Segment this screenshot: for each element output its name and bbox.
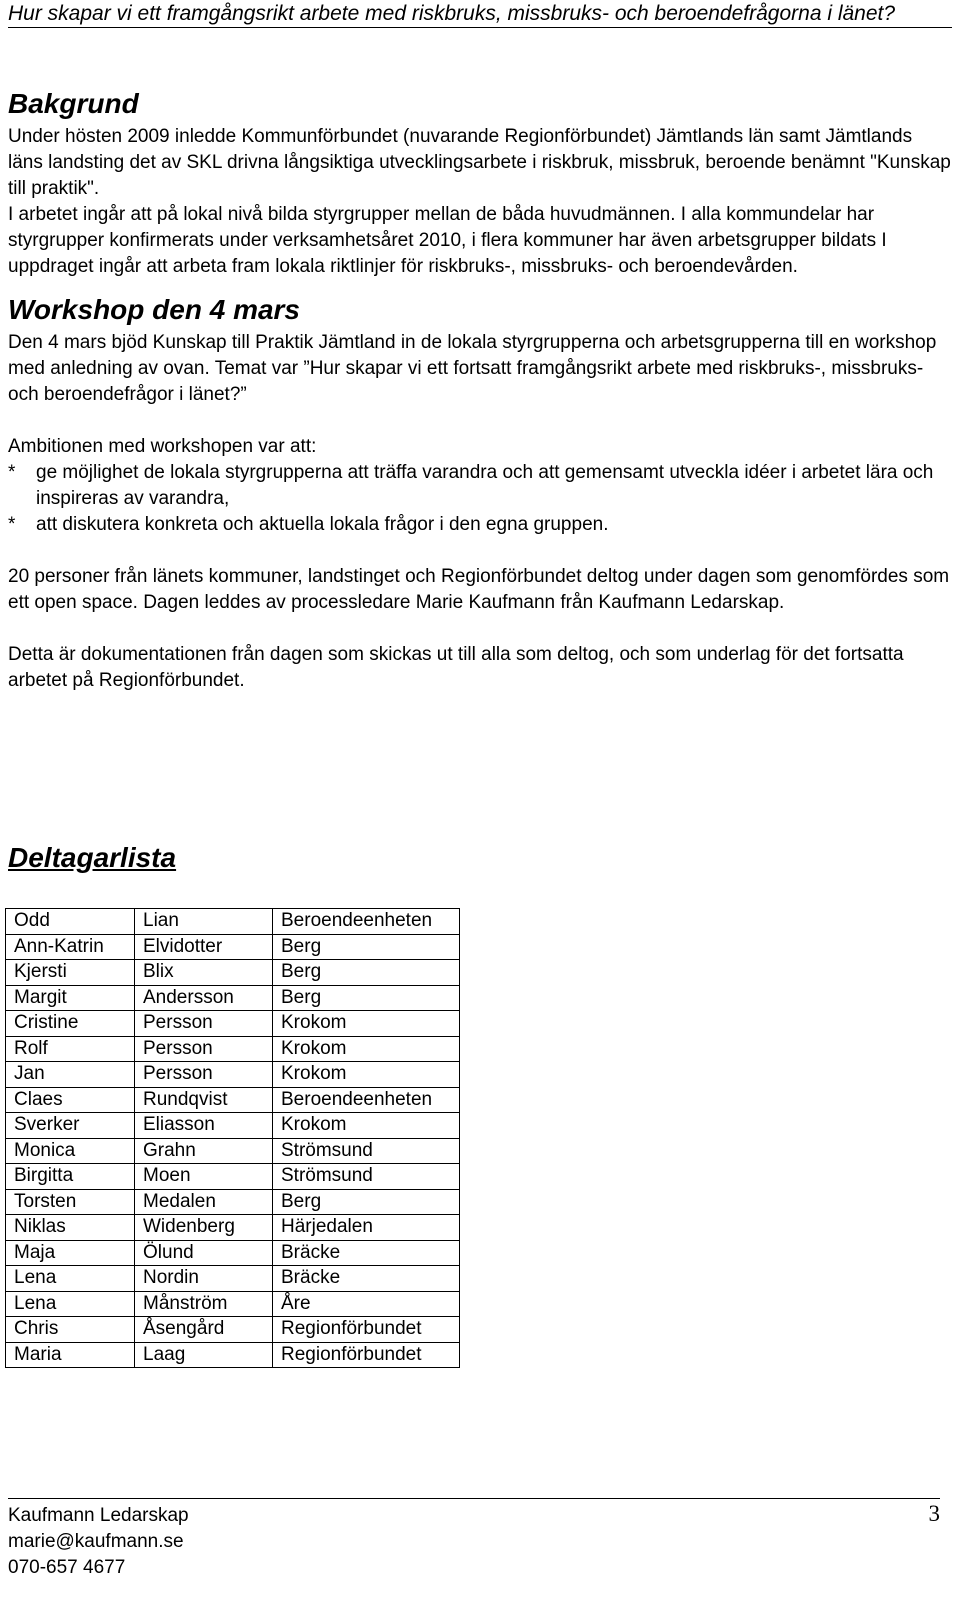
last-name-cell: Månström	[135, 1291, 273, 1317]
first-name-cell: Birgitta	[6, 1164, 135, 1190]
organization-cell: Regionförbundet	[273, 1342, 460, 1368]
table-row	[6, 1240, 460, 1266]
first-name-cell: Odd	[6, 909, 135, 935]
organization-cell: Åre	[273, 1291, 460, 1317]
last-name-cell: Moen	[135, 1164, 273, 1190]
first-name-cell: Rolf	[6, 1036, 135, 1062]
first-name-cell: Kjersti	[6, 960, 135, 986]
organization-cell: Härjedalen	[273, 1215, 460, 1241]
table-row	[6, 1189, 460, 1215]
organization-cell: Bräcke	[273, 1266, 460, 1292]
table-row	[6, 934, 460, 960]
last-name-cell: Medalen	[135, 1189, 273, 1215]
footer-company: Kaufmann Ledarskap	[8, 1505, 189, 1526]
document-body	[8, 84, 952, 694]
table-row	[6, 1164, 460, 1190]
first-name-cell: Sverker	[6, 1113, 135, 1139]
organization-cell: Krokom	[273, 1036, 460, 1062]
first-name-cell: Lena	[6, 1291, 135, 1317]
running-header	[8, 0, 952, 28]
organization-cell: Bräcke	[273, 1240, 460, 1266]
last-name-cell: Blix	[135, 960, 273, 986]
page-footer	[8, 1498, 940, 1581]
page-number: 3	[928, 1501, 940, 1526]
table-row	[6, 1266, 460, 1292]
table-row	[6, 1062, 460, 1088]
organization-cell: Berg	[273, 934, 460, 960]
first-name-cell: Niklas	[6, 1215, 135, 1241]
last-name-cell: Widenberg	[135, 1215, 273, 1241]
first-name-cell: Jan	[6, 1062, 135, 1088]
table-row	[6, 1317, 460, 1343]
table-row	[6, 1087, 460, 1113]
table-row	[6, 1138, 460, 1164]
organization-cell: Krokom	[273, 1062, 460, 1088]
first-name-cell: Ann-Katrin	[6, 934, 135, 960]
last-name-cell: Grahn	[135, 1138, 273, 1164]
last-name-cell: Eliasson	[135, 1113, 273, 1139]
organization-cell: Berg	[273, 1189, 460, 1215]
participant-table	[5, 908, 460, 1368]
first-name-cell: Maja	[6, 1240, 135, 1266]
last-name-cell: Ölund	[135, 1240, 273, 1266]
organization-cell: Krokom	[273, 1011, 460, 1037]
bakgrund-heading: Bakgrund	[8, 88, 139, 119]
first-name-cell: Margit	[6, 985, 135, 1011]
ambition-bullet	[8, 512, 952, 538]
workshop-paragraph-1: Den 4 mars bjöd Kunskap till Praktik Jämtland in de lokala styrgrupperna och arbetsgrupperna till en workshop med anledning av ovan. Temat var ”Hur skapar vi ett fortsatt framgångsrikt arbete med riskbruks-, missbruks- och beroendefrågor i länet?”	[8, 332, 937, 405]
table-row	[6, 909, 460, 935]
organization-cell: Beroendeenheten	[273, 1087, 460, 1113]
last-name-cell: Lian	[135, 909, 273, 935]
organization-cell: Berg	[273, 960, 460, 986]
bullet-text: att diskutera konkreta och aktuella lokala frågor i den egna gruppen.	[36, 514, 609, 535]
ambition-intro: Ambitionen med workshopen var att:	[8, 436, 317, 457]
first-name-cell: Chris	[6, 1317, 135, 1343]
table-row	[6, 960, 460, 986]
first-name-cell: Torsten	[6, 1189, 135, 1215]
bullet-mark: *	[8, 462, 16, 483]
table-row	[6, 1342, 460, 1368]
first-name-cell: Claes	[6, 1087, 135, 1113]
organization-cell: Beroendeenheten	[273, 909, 460, 935]
deltagarlista-heading: Deltagarlista	[8, 842, 177, 873]
footer-phone: 070-657 4677	[8, 1557, 126, 1578]
organization-cell: Strömsund	[273, 1138, 460, 1164]
last-name-cell: Elvidotter	[135, 934, 273, 960]
first-name-cell: Lena	[6, 1266, 135, 1292]
last-name-cell: Persson	[135, 1036, 273, 1062]
organization-cell: Krokom	[273, 1113, 460, 1139]
table-row	[6, 1215, 460, 1241]
first-name-cell: Cristine	[6, 1011, 135, 1037]
table-row	[6, 1113, 460, 1139]
bakgrund-paragraph-2: I arbetet ingår att på lokal nivå bilda styrgrupper mellan de båda huvudmännen. I alla kommundelar har styrgrupper konfirmerats under verksamhetsåret 2010, i flera kommuner har även arbetsgrupper bildats I uppdraget ingår att arbeta fram lokala riktlinjer för riskbruks-, missbruks- och beroendevården.	[8, 204, 887, 277]
workshop-heading: Workshop den 4 mars	[8, 294, 301, 325]
footer-email: marie@kaufmann.se	[8, 1531, 184, 1552]
last-name-cell: Nordin	[135, 1266, 273, 1292]
last-name-cell: Persson	[135, 1062, 273, 1088]
organization-cell: Strömsund	[273, 1164, 460, 1190]
organization-cell: Regionförbundet	[273, 1317, 460, 1343]
workshop-paragraph-3: Detta är dokumentationen från dagen som skickas ut till alla som deltog, och som underlag för det fortsatta arbetet på Regionförbundet.	[8, 644, 904, 691]
ambition-bullet	[8, 460, 952, 512]
table-row	[6, 1036, 460, 1062]
table-row	[6, 985, 460, 1011]
organization-cell: Berg	[273, 985, 460, 1011]
bullet-mark: *	[8, 514, 16, 535]
last-name-cell: Åsengård	[135, 1317, 273, 1343]
first-name-cell: Maria	[6, 1342, 135, 1368]
last-name-cell: Persson	[135, 1011, 273, 1037]
workshop-paragraph-2: 20 personer från länets kommuner, landstinget och Regionförbundet deltog under dagen som genomfördes som ett open space. Dagen leddes av processledare Marie Kaufmann från Kaufmann Ledarskap.	[8, 566, 950, 613]
table-row	[6, 1291, 460, 1317]
first-name-cell: Monica	[6, 1138, 135, 1164]
last-name-cell: Rundqvist	[135, 1087, 273, 1113]
table-row	[6, 1011, 460, 1037]
bullet-text: ge möjlighet de lokala styrgrupperna att träffa varandra och att gemensamt utveckla idéer i arbetet lära och inspireras av varandra,	[36, 462, 934, 509]
last-name-cell: Laag	[135, 1342, 273, 1368]
running-header-title: Hur skapar vi ett framgångsrikt arbete med riskbruks, missbruks- och beroendefrågorna i länet?	[8, 2, 896, 25]
bakgrund-paragraph-1: Under hösten 2009 inledde Kommunförbundet (nuvarande Regionförbundet) Jämtlands län samt Jämtlands läns landsting det av SKL drivna långsiktiga utvecklingsarbete i riskbruk, missbruk, beroende benämnt "Kunskap till praktik".	[8, 126, 951, 199]
last-name-cell: Andersson	[135, 985, 273, 1011]
